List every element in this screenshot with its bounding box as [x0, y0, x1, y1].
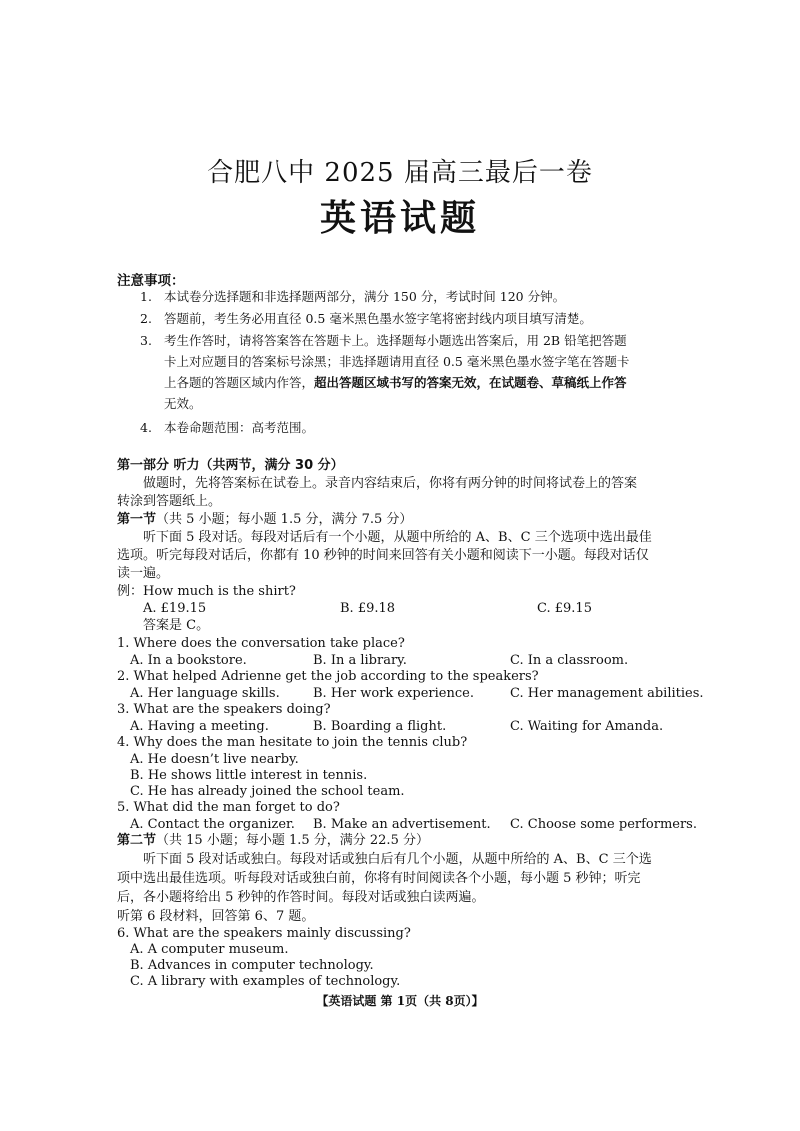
- q3-option-a: A. Having a meeting.: [130, 719, 269, 734]
- notice-item-2: 2. 答题前，考生务必用直径 0.5 毫米黑色墨水签字笔将密封线内项目填写清楚。: [140, 311, 592, 326]
- example-answer: 答案是 C。: [143, 618, 210, 633]
- q3-option-b: B. Boarding a flight.: [313, 719, 447, 734]
- q6-option-a: A. A computer museum.: [130, 942, 289, 957]
- notice-item-3-line-2: 卡上对应题目的答案标号涂黑；非选择题请用直径 0.5 毫米黑色墨水签字笔在答题卡: [164, 354, 630, 369]
- notice-item-4: 4. 本卷命题范围：高考范围。: [140, 420, 315, 435]
- school-title: 合肥八中 2025 届高三最后一卷: [207, 158, 593, 188]
- notice-warning-end: 无效。: [164, 396, 202, 411]
- part1-intro-line-1: 做题时，先将答案标在试卷上。录音内容结束后，你将有两分钟的时间将试卷上的答案: [143, 476, 638, 491]
- q1-option-a: A. In a bookstore.: [130, 653, 247, 668]
- question-2: 2. What helped Adrienne get the job according to the speakers?: [117, 669, 539, 684]
- question-1: 1. Where does the conversation take place?: [117, 636, 405, 651]
- question-3: 3. What are the speakers doing?: [117, 702, 331, 717]
- notice-item-1: 1. 本试卷分选择题和非选择题两部分，满分 150 分，考试时间 120 分钟。: [140, 289, 566, 304]
- section1-intro-line-3: 读一遍。: [117, 566, 170, 581]
- q6-option-b: B. Advances in computer technology.: [130, 958, 374, 973]
- q1-option-c: C. In a classroom.: [510, 653, 629, 668]
- example-option-a: A. £19.15: [143, 601, 207, 616]
- part1-intro-line-2: 转涂到答题纸上。: [117, 494, 222, 509]
- q6-option-c: C. A library with examples of technology.: [130, 974, 401, 989]
- page-footer: 【英语试题 第 1页（共 8页）】: [316, 994, 484, 1008]
- notice-item-3-line-3: 上各题的答题区域内作答，超出答题区域书写的答案无效，在试题卷、草稿纸上作答: [164, 375, 627, 390]
- q4-option-c: C. He has already joined the school team.: [130, 784, 405, 799]
- section2-heading: 第二节（共 15 小题；每小题 1.5 分，满分 22.5 分）: [117, 833, 429, 848]
- example-option-b: B. £9.18: [340, 601, 396, 616]
- notice-heading: 注意事项：: [117, 273, 185, 289]
- section2-intro-line-3: 后，各小题将给出 5 秒钟的作答时间。每段对话或独白读两遍。: [117, 890, 485, 905]
- notice-item-3: 3. 考生作答时，请将答案答在答题卡上。选择题每小题选出答案后，用 2B 铅笔把答题: [140, 333, 627, 348]
- question-4: 4. Why does the man hesitate to join the tennis club?: [117, 735, 468, 750]
- material-6-instruction: 听第 6 段材料，回答第 6、7 题。: [117, 909, 315, 924]
- q5-option-a: A. Contact the organizer.: [130, 817, 295, 832]
- q3-option-c: C. Waiting for Amanda.: [510, 719, 664, 734]
- example-option-c: C. £9.15: [537, 601, 592, 616]
- section1-heading: 第一节（共 5 小题；每小题 1.5 分，满分 7.5 分）: [117, 512, 413, 527]
- q5-option-b: B. Make an advertisement.: [313, 817, 491, 832]
- q2-option-a: A. Her language skills.: [130, 686, 280, 701]
- section1-intro-line-1: 听下面 5 段对话。每段对话后有一个小题，从题中所给的 A、B、C 三个选项中选出最佳: [143, 530, 652, 545]
- q1-option-b: B. In a library.: [313, 653, 407, 668]
- section1-intro-line-2: 选项。听完每段对话后，你都有 10 秒钟的时间来回答有关小题和阅读下一小题。每段对话仅: [117, 548, 649, 563]
- subject-title: 英语试题: [319, 198, 480, 239]
- notice-warning: 超出答题区域书写的答案无效，在试题卷、草稿纸上作答: [314, 375, 627, 390]
- q2-option-b: B. Her work experience.: [313, 686, 474, 701]
- part1-heading: 第一部分 听力（共两节，满分 30 分）: [117, 458, 344, 473]
- example-question: 例：How much is the shirt?: [117, 584, 296, 599]
- section2-intro-line-2: 项中选出最佳选项。听每段对话或独白前，你将有时间阅读各个小题，每小题 5 秒钟；听完: [117, 871, 641, 886]
- q5-option-c: C. Choose some performers.: [510, 817, 697, 832]
- section2-intro-line-1: 听下面 5 段对话或独白。每段对话或独白后有几个小题，从题中所给的 A、B、C 三个选: [143, 852, 652, 867]
- question-6: 6. What are the speakers mainly discussing?: [117, 926, 411, 941]
- q4-option-a: A. He doesn’t live nearby.: [130, 752, 299, 767]
- question-5: 5. What did the man forget to do?: [117, 800, 340, 815]
- q2-option-c: C. Her management abilities.: [510, 686, 704, 701]
- q4-option-b: B. He shows little interest in tennis.: [130, 768, 368, 783]
